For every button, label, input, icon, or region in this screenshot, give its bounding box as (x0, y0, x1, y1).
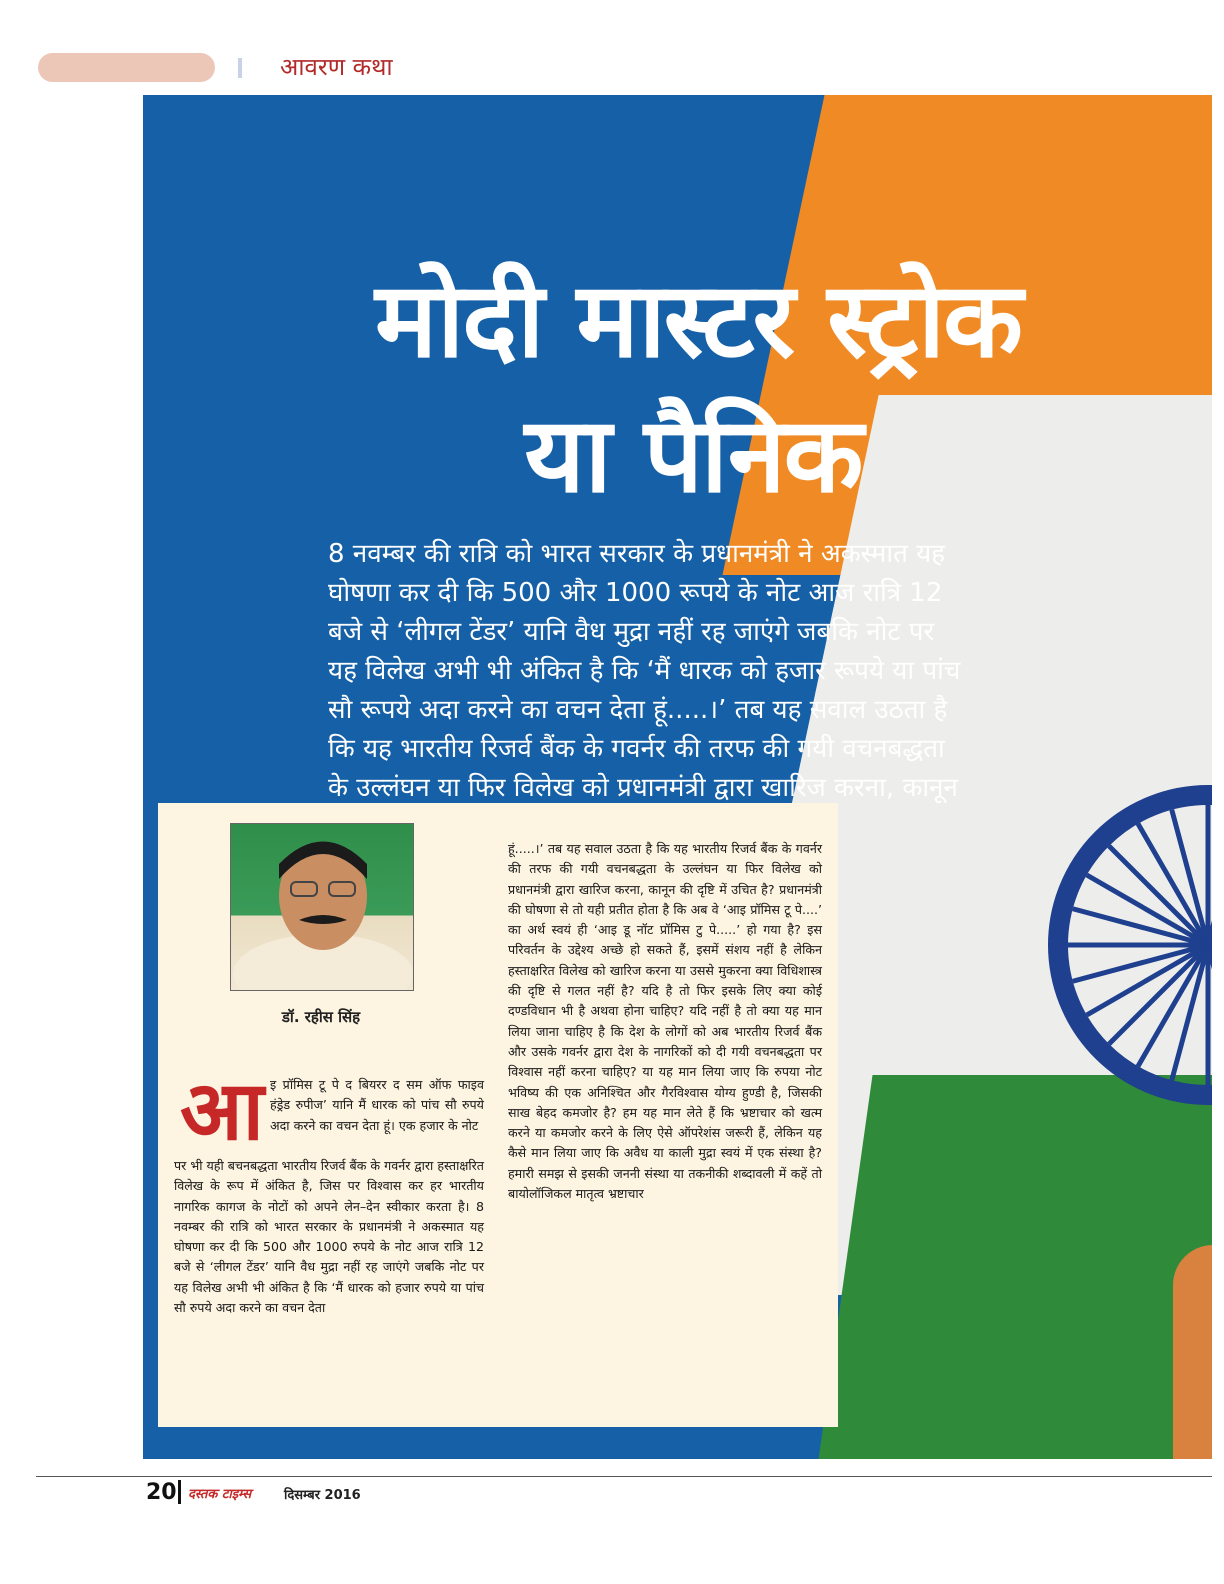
article-box (158, 803, 838, 1427)
drop-cap: आ (180, 1063, 264, 1159)
magazine-logo: दस्तक टाइम्स (188, 1487, 252, 1502)
headline-line-1: मोदी मास्टर स्ट्रोक (375, 259, 1021, 381)
intro-standfirst: 8 नवम्बर की रात्रि को भारत सरकार के प्रधानमंत्री ने अकस्मात यह घोषणा कर दी कि 500 और 1000 रूपये के नोट आज रात्रि 12 बजे से ‘लीगल टेंडर’ यानि वैध मुद्रा नहीं रह जाएंगे जबकि नोट पर यह विलेख अभी भी अंकित है कि ‘मैं धारक को हजार रूपये या पांच सौ रूपये अदा करने का वचन देता हूं.....।’ तब यह सवाल उठता है कि यह भारतीय रिजर्व बैंक के गवर्नर की तरफ की गयी वचनबद्धता के उल्लंघन या फिर विलेख को प्रधानमंत्री द्वारा खारिज करना, कानून (328, 539, 961, 803)
flag-fold-shadow (1173, 1245, 1212, 1459)
footer-separator (178, 1480, 181, 1504)
author-photo (230, 823, 414, 991)
ashoka-chakra-icon (1038, 775, 1212, 1115)
author-portrait-icon (231, 824, 413, 990)
flag-green-band (813, 1075, 1212, 1459)
issue-date: दिसम्बर 2016 (284, 1488, 361, 1503)
article-column-right: हूं.....।’ तब यह सवाल उठता है कि यह भारतीय रिजर्व बैंक के गवर्नर की तरफ की गयी वचनबद्धता के उल्लंघन या फिर विलेख को प्रधानमंत्री द्वारा खारिज करना, कानून की दृष्टि में उचित है? प्रधानमंत्री की घोषणा से तो यही प्रतीत होता है कि अब वे ‘आइ प्रॉमिस टू पे....’ का अर्थ स्वयं ही ‘आइ डू नॉट प्रॉमिस टु पे.....’ हो गया है? इस परिवर्तन के उद्देश्य अच्छे हो सकते हैं, इसमें संशय नहीं है लेकिन हस्ताक्षरित विलेख को खारिज करना या उससे मुकरना क्या विधिशास्त्र की दृष्टि से गलत नहीं है? यदि है तो फिर इसके लिए क्या कोई दण्डविधान भी है अथवा होना चाहिए? यदि नहीं है तो क्या यह मान लिया जाना चाहिए है कि देश के लोगों को अब भारतीय रिजर्व बैंक और उसके गवर्नर द्वारा देश के नागरिकों को दी गयी वचनबद्धता पर विश्वास नहीं करना चाहिए? या यह मान लिया जाए कि रुपया नोट भविष्य की एक अनिश्चित और गैरविश्वास योग्य हुण्डी है, जिसकी साख बेहद कमजोर है? हम यह मान लेते हैं कि भ्रष्टाचार को खत्म करने या कमजोर करने के लिए ऐसे ऑपरेशंस जरूरी हैं, लेकिन यह कैसे मान लिया जाए कि अवैध या काली मुद्रा स्वयं में एक संस्था है? हमारी समझ से इसकी जननी संस्था या तकनीकी शब्दावली में कहें तो बायोलॉजिकल मातृत्व भ्रष्टाचार (508, 841, 822, 1202)
page-number: 20 (146, 1480, 177, 1505)
article-column-left: पर भी यही बचनबद्धता भारतीय रिजर्व बैंक के गवर्नर द्वारा हस्ताक्षरित विलेख के रूप में अंकित है, जिस पर विश्वास कर हर भारतीय नागरिक कागज के नोटों को अपने लेन–देन स्वीकार करता है। 8 नवम्बर की रात्रि को भारत सरकार के प्रधानमंत्री ने अकस्मात यह घोषणा कर दी कि 500 और 1000 रुपये के नोट आज रात्रि 12 बजे से ‘लीगल टेंडर’ यानि वैध मुद्रा नहीं रह जाएंगे जबकि नोट पर यह विलेख अभी भी अंकित है कि ‘मैं धारक को हजार रुपये या पांच सौ रुपये अदा करने का वचन देता (174, 1158, 484, 1316)
section-label: आवरण कथा (280, 53, 393, 81)
author-byline: डॉ. रहीस सिंह (281, 1008, 361, 1026)
footer-rule (36, 1476, 1212, 1477)
header-pill-decoration (38, 53, 215, 82)
headline-line-2: या पैनिक (524, 394, 862, 516)
article-column-left-top: इ प्रॉमिस टू पे द बियरर द सम ऑफ फाइव हंड्रेड रुपीज’ यानि मैं धारक को पांच सौ रुपये अदा करने का वचन देता हूं। एक हजार के नोट (270, 1077, 484, 1133)
header-divider (238, 58, 242, 78)
